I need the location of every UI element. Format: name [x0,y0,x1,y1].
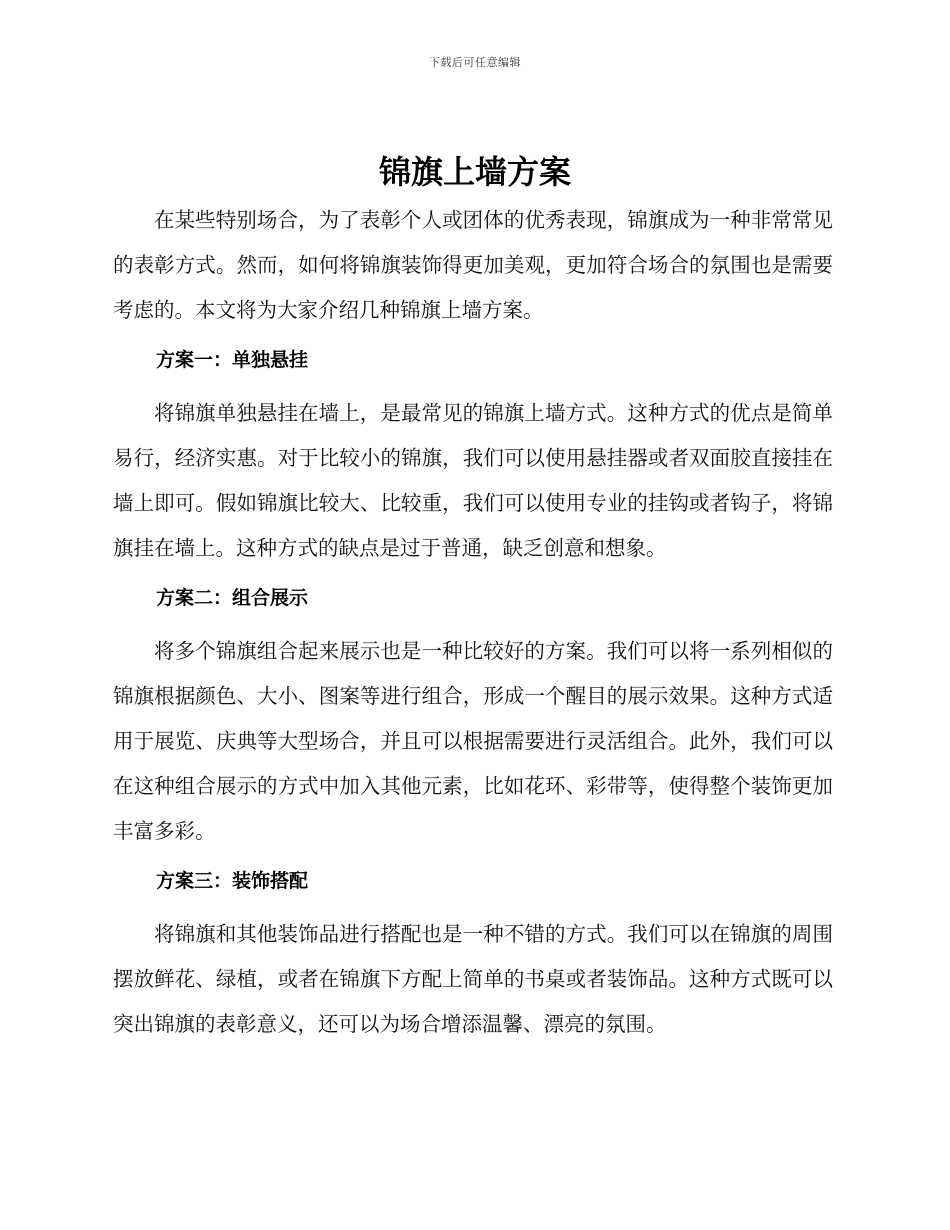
section-3-heading: 方案三：装饰搭配 [156,870,309,892]
section-1-heading: 方案一：单独悬挂 [156,349,309,371]
document-title: 锦旗上墙方案 [378,153,571,191]
section-2-heading: 方案二：组合展示 [156,587,309,609]
header-note: 下载后可任意编辑 [429,56,521,69]
intro-paragraph: 在某些特别场合，为了表彰个人或团体的优秀表现，锦旗成为一种非常常见的表彰方式。然而，如何将锦旗装饰得更加美观，更加符合场合的氛围也是需要考虑的。本文将为大家介绍几种锦旗上墙方案。 [113,208,833,322]
section-3-paragraph: 将锦旗和其他装饰品进行搭配也是一种不错的方式。我们可以在锦旗的周围摆放鲜花、绿植，或者在锦旗下方配上简单的书桌或者装饰品。这种方式既可以突出锦旗的表彰意义，还可以为场合增添温馨、漂亮的氛围。 [113,922,833,1036]
section-1-paragraph: 将锦旗单独悬挂在墙上，是最常见的锦旗上墙方式。这种方式的优点是简单易行，经济实惠。对于比较小的锦旗，我们可以使用悬挂器或者双面胶直接挂在墙上即可。假如锦旗比较大、比较重，我们可以使用专业的挂钩或者钩子，将锦旗挂在墙上。这种方式的缺点是过于普通，缺乏创意和想象。 [113,401,833,560]
document-body [113,198,833,1047]
section-2-paragraph: 将多个锦旗组合起来展示也是一种比较好的方案。我们可以将一系列相似的锦旗根据颜色、大小、图案等进行组合，形成一个醒目的展示效果。这种方式适用于展览、庆典等大型场合，并且可以根据需要进行灵活组合。此外，我们可以在这种组合展示的方式中加入其他元素，比如花环、彩带等，使得整个装饰更加丰富多彩。 [113,639,833,843]
